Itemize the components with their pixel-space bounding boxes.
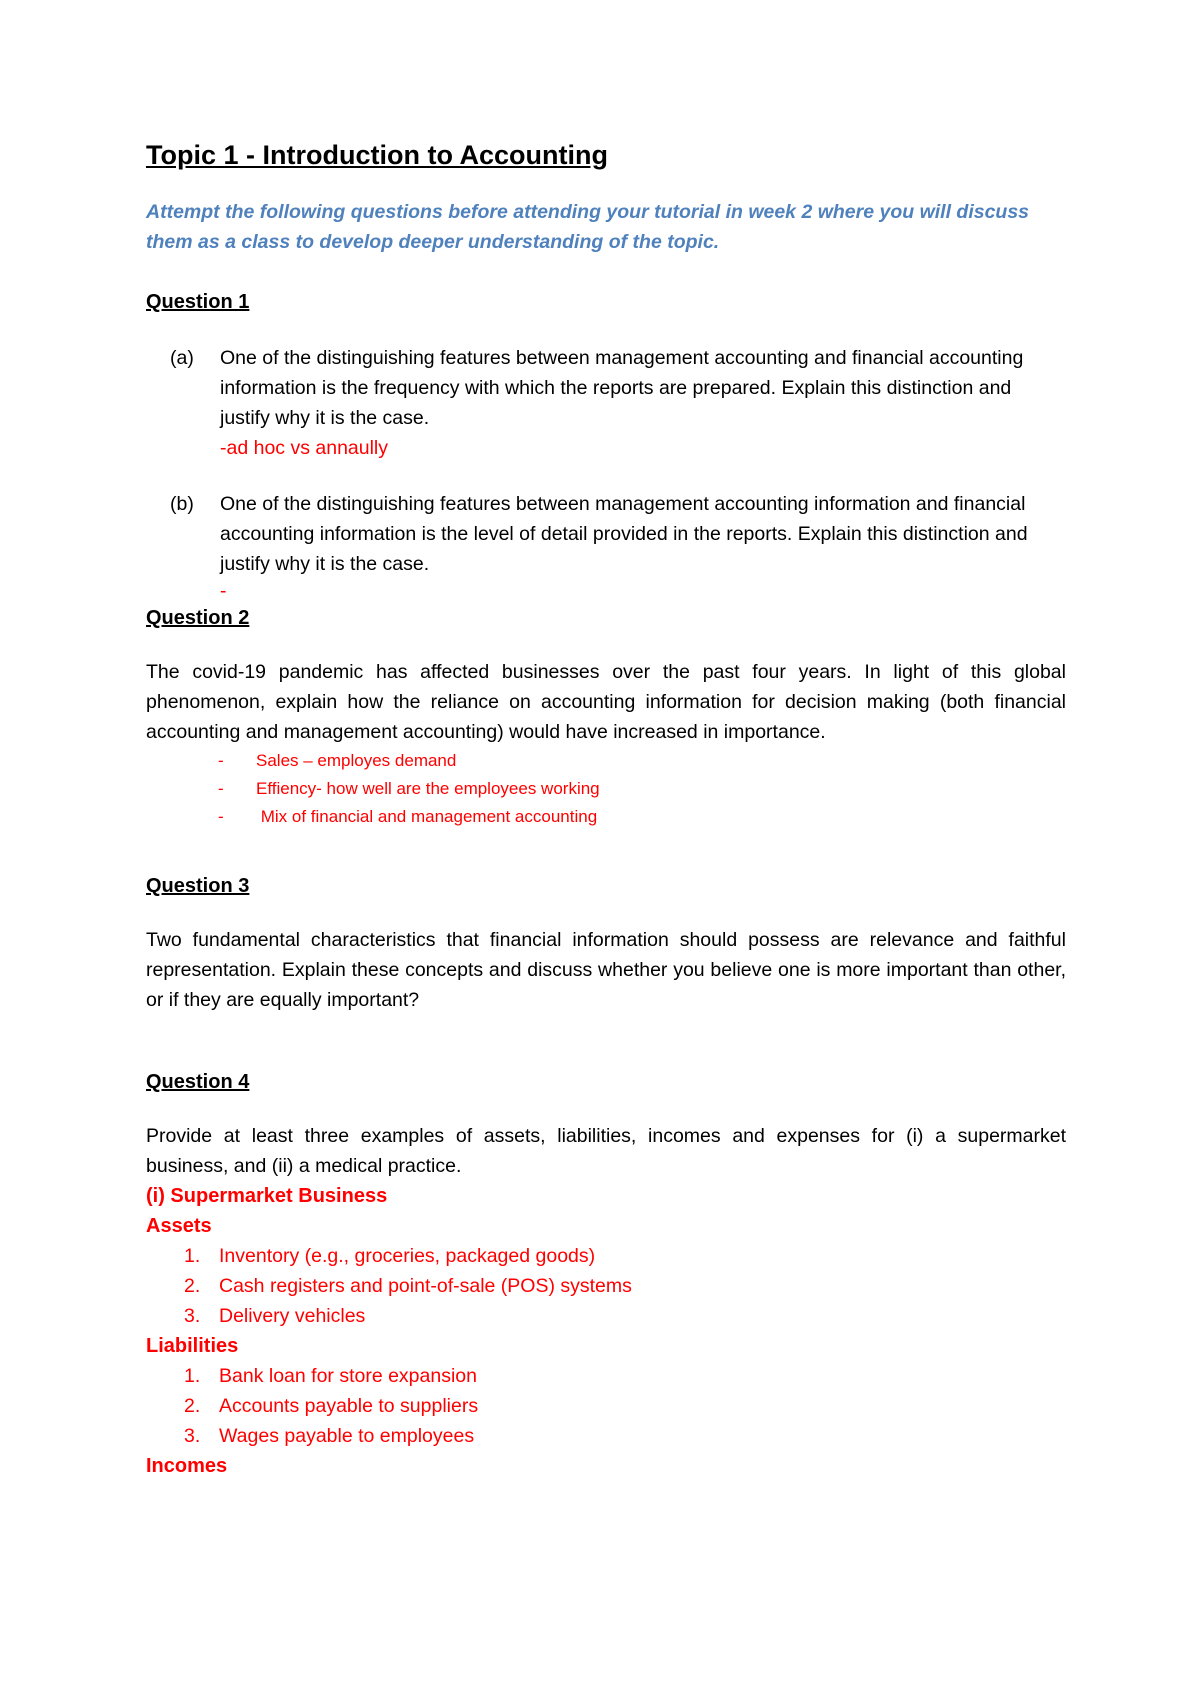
question-1b-text: One of the distinguishing features between management accounting information and financial accounting information is the level of detail provided in the reports. Explain this distinction and justify why it is the case. <box>220 493 1028 575</box>
question-1b <box>146 489 1066 603</box>
question-2-heading: Question 2 <box>146 607 250 629</box>
question-1a-text: One of the distinguishing features between management accounting and financial accounting information is the frequency with which the reports are prepared. Explain this distinction and justify why it is the case. <box>220 347 1024 429</box>
question-1b-answer: - <box>220 580 227 602</box>
question-4-heading: Question 4 <box>146 1071 250 1093</box>
list-item: 1. Inventory (e.g., groceries, packaged goods) <box>184 1245 596 1267</box>
list-item: 3. Delivery vehicles <box>184 1305 366 1327</box>
list-item: - Effiency- how well are the employees working <box>218 779 600 798</box>
liabilities-label: Liabilities <box>146 1335 239 1357</box>
list-item: 1. Bank loan for store expansion <box>184 1365 477 1387</box>
question-1a <box>146 343 1066 463</box>
list-item: 3. Wages payable to employees <box>184 1425 475 1447</box>
liabilities-list <box>146 1361 1066 1451</box>
question-3 <box>146 871 1066 1015</box>
document-content <box>146 140 1066 1481</box>
question-2-answers <box>146 747 1066 831</box>
question-4-text: Provide at least three examples of assets, liabilities, incomes and expenses for (i) a supermarket business, and (ii) a medical practice. <box>146 1125 1066 1177</box>
intro-instruction: Attempt the following questions before attending your tutorial in week 2 where you will discuss them as a class to develop deeper understanding of the topic. <box>146 201 1030 253</box>
page-title: Topic 1 - Introduction to Accounting <box>146 140 608 170</box>
list-item: - Mix of financial and management accounting <box>218 807 598 826</box>
question-3-text: Two fundamental characteristics that financial information should possess are relevance and faithful representation. Explain these concepts and discuss whether you believe one is more important than other, or if they are equally important? <box>146 929 1066 1011</box>
question-1 <box>146 287 1066 603</box>
question-1a-label: (a) <box>170 347 194 369</box>
question-1a-answer: -ad hoc vs annaully <box>220 437 389 459</box>
incomes-label: Incomes <box>146 1455 228 1477</box>
assets-list <box>146 1241 1066 1331</box>
question-1b-label: (b) <box>170 493 194 515</box>
assets-label: Assets <box>146 1215 212 1237</box>
list-item: 2. Cash registers and point-of-sale (POS) systems <box>184 1275 632 1297</box>
question-4 <box>146 1067 1066 1481</box>
question-2-text: The covid-19 pandemic has affected businesses over the past four years. In light of this global phenomenon, explain how the reliance on accounting information for decision making (both financial accounting and management accounting) would have increased in importance. <box>146 661 1066 743</box>
question-2 <box>146 603 1066 831</box>
list-item: - Sales – employes demand <box>218 751 457 770</box>
question-1-heading: Question 1 <box>146 291 250 313</box>
question-3-heading: Question 3 <box>146 875 250 897</box>
list-item: 2. Accounts payable to suppliers <box>184 1395 479 1417</box>
answer-heading-supermarket: (i) Supermarket Business <box>146 1185 388 1207</box>
